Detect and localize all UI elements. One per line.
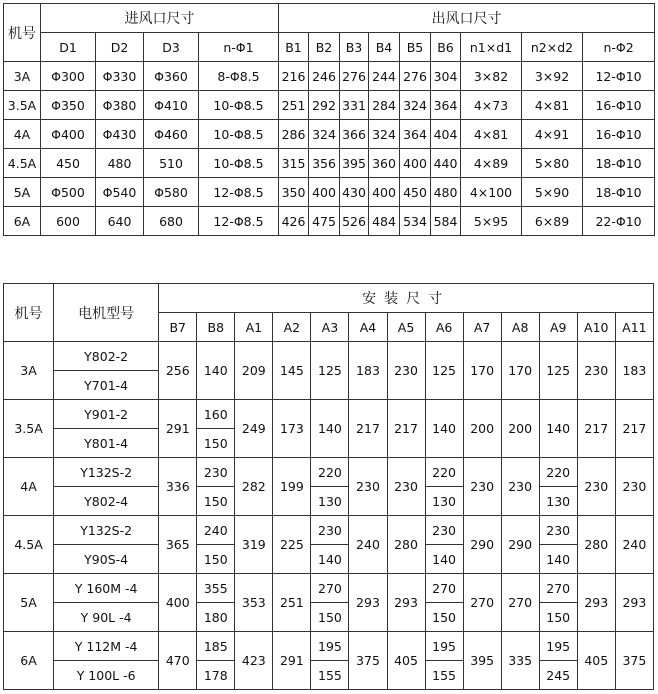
table-cell: 160 (197, 400, 235, 429)
table-cell: 200 (501, 400, 539, 458)
table-row (4, 178, 655, 207)
table-cell: 195 (539, 632, 577, 661)
table-cell: 293 (615, 574, 653, 632)
table-cell: 480 (431, 178, 461, 207)
table-cell: 217 (577, 400, 615, 458)
model-cell: 6A (4, 207, 41, 236)
table-cell: 4×81 (522, 91, 583, 120)
motor-cell: Y132S-2 (54, 516, 159, 545)
table-row (4, 342, 654, 371)
table-cell: 230 (577, 458, 615, 516)
table-cell: 140 (197, 342, 235, 400)
table-cell: 336 (159, 458, 197, 516)
column-header: A8 (501, 313, 539, 342)
table-cell: Φ410 (144, 91, 199, 120)
table-cell: 217 (387, 400, 425, 458)
column-header: A10 (577, 313, 615, 342)
table-cell: 244 (369, 62, 400, 91)
table-cell: Φ460 (144, 120, 199, 149)
table-cell: 284 (369, 91, 400, 120)
table-cell: 405 (387, 632, 425, 690)
table-row (4, 603, 654, 632)
inlet-header: 进风口尺寸 (41, 4, 279, 33)
table-cell: 510 (144, 149, 199, 178)
table-cell: 195 (311, 632, 349, 661)
table-cell: 150 (311, 603, 349, 632)
column-header: B5 (400, 33, 431, 62)
table-cell: 125 (425, 342, 463, 400)
table-cell: 180 (197, 603, 235, 632)
table-cell: 246 (309, 62, 340, 91)
motor-cell: Y90S-4 (54, 545, 159, 574)
table-cell: 140 (425, 400, 463, 458)
table-cell: 140 (311, 400, 349, 458)
column-header: A2 (273, 313, 311, 342)
table-cell: 290 (463, 516, 501, 574)
table-cell: 3×92 (522, 62, 583, 91)
table-row (4, 207, 655, 236)
table-cell: 395 (340, 149, 369, 178)
model-cell: 3.5A (4, 91, 41, 120)
table-cell: 155 (311, 661, 349, 690)
table-cell: Φ380 (96, 91, 144, 120)
motor-cell: Y801-4 (54, 429, 159, 458)
column-header: B3 (340, 33, 369, 62)
inlet-outlet-dimensions-table (3, 3, 655, 236)
table-cell: 360 (369, 149, 400, 178)
table-cell: 680 (144, 207, 199, 236)
table-cell: 145 (273, 342, 311, 400)
motor-cell: Y 112M -4 (54, 632, 159, 661)
table-cell: 16-Φ10 (583, 91, 655, 120)
table-cell: 270 (501, 574, 539, 632)
model-cell: 3A (4, 342, 54, 400)
table-cell: 600 (41, 207, 96, 236)
table-cell: 400 (400, 149, 431, 178)
table-cell: 10-Φ8.5 (199, 91, 279, 120)
table-cell: 240 (615, 516, 653, 574)
table-cell: 240 (197, 516, 235, 545)
motor-cell: Y901-2 (54, 400, 159, 429)
motor-cell: Y 160M -4 (54, 574, 159, 603)
table-cell: Φ580 (144, 178, 199, 207)
table-cell: 280 (577, 516, 615, 574)
table-cell: 324 (400, 91, 431, 120)
table-cell: 200 (463, 400, 501, 458)
table-cell: 256 (159, 342, 197, 400)
table-cell: 130 (311, 487, 349, 516)
motor-cell: Y802-2 (54, 342, 159, 371)
table-cell: 5×90 (522, 178, 583, 207)
table-cell: 240 (349, 516, 387, 574)
table-cell: 230 (615, 458, 653, 516)
table-cell: 183 (615, 342, 653, 400)
column-header: B8 (197, 313, 235, 342)
table-cell: Φ540 (96, 178, 144, 207)
table-cell: 230 (387, 342, 425, 400)
table-cell: 130 (539, 487, 577, 516)
table-cell: 251 (279, 91, 309, 120)
table-cell: 4×100 (461, 178, 522, 207)
table-cell: 173 (273, 400, 311, 458)
table-cell: 150 (197, 429, 235, 458)
column-header: B1 (279, 33, 309, 62)
column-header: A3 (311, 313, 349, 342)
table-cell: 245 (539, 661, 577, 690)
column-header: A1 (235, 313, 273, 342)
table-cell: 178 (197, 661, 235, 690)
model-cell: 4A (4, 458, 54, 516)
column-header: B2 (309, 33, 340, 62)
motor-cell: Y 100L -6 (54, 661, 159, 690)
table-cell: 12-Φ10 (583, 62, 655, 91)
table-cell: 5×95 (461, 207, 522, 236)
table-cell: 230 (577, 342, 615, 400)
table-cell: 140 (539, 400, 577, 458)
table-cell: 640 (96, 207, 144, 236)
table-cell: Φ400 (41, 120, 96, 149)
model-header: 机号 (4, 4, 41, 62)
table-cell: 130 (425, 487, 463, 516)
table-cell: 304 (431, 62, 461, 91)
table-cell: 293 (349, 574, 387, 632)
table-cell: Φ300 (41, 62, 96, 91)
table-cell: 125 (539, 342, 577, 400)
table-cell: 356 (309, 149, 340, 178)
table-cell: 195 (425, 632, 463, 661)
table-row (4, 400, 654, 429)
table-cell: 155 (425, 661, 463, 690)
column-header: B7 (159, 313, 197, 342)
table-cell: 365 (159, 516, 197, 574)
table-cell: 331 (340, 91, 369, 120)
table-cell: 150 (197, 545, 235, 574)
model-cell: 5A (4, 574, 54, 632)
table-cell: 404 (431, 120, 461, 149)
table-row (4, 487, 654, 516)
model-cell: 4A (4, 120, 41, 149)
outlet-header: 出风口尺寸 (279, 4, 655, 33)
table-cell: 5×80 (522, 149, 583, 178)
table-cell: 230 (197, 458, 235, 487)
table-cell: 470 (159, 632, 197, 690)
column-header: n1×d1 (461, 33, 522, 62)
table-cell: 395 (463, 632, 501, 690)
table-row (4, 632, 654, 661)
table-cell: 475 (309, 207, 340, 236)
table-cell: 230 (463, 458, 501, 516)
table-cell: 324 (309, 120, 340, 149)
table-cell: 10-Φ8.5 (199, 149, 279, 178)
motor-cell: Y802-4 (54, 487, 159, 516)
table-cell: 125 (311, 342, 349, 400)
table-cell: Φ330 (96, 62, 144, 91)
table-cell: 10-Φ8.5 (199, 120, 279, 149)
table-cell: 225 (273, 516, 311, 574)
model-cell: 3.5A (4, 400, 54, 458)
table-cell: 8-Φ8.5 (199, 62, 279, 91)
table-cell: 292 (309, 91, 340, 120)
table-cell: 293 (577, 574, 615, 632)
table-cell: 293 (387, 574, 425, 632)
table-cell: 199 (273, 458, 311, 516)
table-cell: 480 (96, 149, 144, 178)
table-cell: 4×89 (461, 149, 522, 178)
motor-cell: Y132S-2 (54, 458, 159, 487)
motor-cell: Y 90L -4 (54, 603, 159, 632)
column-header: B4 (369, 33, 400, 62)
table-cell: 430 (340, 178, 369, 207)
table-cell: 270 (311, 574, 349, 603)
table-cell: 217 (615, 400, 653, 458)
table-row (4, 545, 654, 574)
table-cell: 209 (235, 342, 273, 400)
table-cell: 270 (463, 574, 501, 632)
table-cell: 18-Φ10 (583, 149, 655, 178)
table-cell: 423 (235, 632, 273, 690)
table-row (4, 661, 654, 690)
table-cell: 280 (387, 516, 425, 574)
table-cell: 150 (425, 603, 463, 632)
table-cell: 324 (369, 120, 400, 149)
table-cell: 216 (279, 62, 309, 91)
table-cell: 230 (539, 516, 577, 545)
table-cell: 291 (273, 632, 311, 690)
table-cell: 400 (369, 178, 400, 207)
table-cell: Φ350 (41, 91, 96, 120)
column-header: A11 (615, 313, 653, 342)
table-cell: 3×82 (461, 62, 522, 91)
table-cell: 291 (159, 400, 197, 458)
table-cell: 526 (340, 207, 369, 236)
column-header: n-Φ1 (199, 33, 279, 62)
table-row (4, 574, 654, 603)
column-header: B6 (431, 33, 461, 62)
table-cell: 217 (349, 400, 387, 458)
table-cell: 350 (279, 178, 309, 207)
table-cell: 230 (387, 458, 425, 516)
column-header: D1 (41, 33, 96, 62)
table-cell: 183 (349, 342, 387, 400)
table-cell: 584 (431, 207, 461, 236)
table-cell: Φ360 (144, 62, 199, 91)
column-header: D3 (144, 33, 199, 62)
table-cell: 484 (369, 207, 400, 236)
table-row (4, 62, 655, 91)
table-cell: 140 (311, 545, 349, 574)
column-header: A5 (387, 313, 425, 342)
table-cell: 290 (501, 516, 539, 574)
table-cell: 220 (425, 458, 463, 487)
table-cell: 375 (615, 632, 653, 690)
install-header: 安装尺寸 (159, 284, 654, 313)
table-cell: 185 (197, 632, 235, 661)
table-cell: 335 (501, 632, 539, 690)
installation-dimensions-table (3, 283, 654, 690)
table-cell: 355 (197, 574, 235, 603)
column-header: n-Φ2 (583, 33, 655, 62)
table-cell: 251 (273, 574, 311, 632)
column-header: A4 (349, 313, 387, 342)
table-cell: 534 (400, 207, 431, 236)
table-cell: 220 (311, 458, 349, 487)
table-row (4, 149, 655, 178)
table-cell: 170 (463, 342, 501, 400)
table-cell: 366 (340, 120, 369, 149)
column-header: A9 (539, 313, 577, 342)
table-cell: 364 (431, 91, 461, 120)
model-header-2: 机号 (4, 284, 54, 342)
table-cell: 22-Φ10 (583, 207, 655, 236)
table-cell: 270 (539, 574, 577, 603)
table-cell: 230 (311, 516, 349, 545)
table-cell: 230 (425, 516, 463, 545)
table-cell: 353 (235, 574, 273, 632)
table-cell: 170 (501, 342, 539, 400)
table-cell: 270 (425, 574, 463, 603)
table-cell: Φ500 (41, 178, 96, 207)
table-cell: 286 (279, 120, 309, 149)
table-cell: 6×89 (522, 207, 583, 236)
table-cell: 440 (431, 149, 461, 178)
table-cell: 400 (309, 178, 340, 207)
table-cell: Φ430 (96, 120, 144, 149)
table-cell: 375 (349, 632, 387, 690)
table-cell: 405 (577, 632, 615, 690)
column-header: A6 (425, 313, 463, 342)
model-cell: 4.5A (4, 149, 41, 178)
column-header: D2 (96, 33, 144, 62)
table-cell: 450 (400, 178, 431, 207)
table-cell: 4×81 (461, 120, 522, 149)
table-cell: 450 (41, 149, 96, 178)
column-header: A7 (463, 313, 501, 342)
table-cell: 12-Φ8.5 (199, 207, 279, 236)
table-cell: 230 (501, 458, 539, 516)
table-cell: 364 (400, 120, 431, 149)
table-cell: 140 (539, 545, 577, 574)
model-cell: 5A (4, 178, 41, 207)
table-row (4, 91, 655, 120)
model-cell: 6A (4, 632, 54, 690)
table-cell: 276 (400, 62, 431, 91)
table-cell: 16-Φ10 (583, 120, 655, 149)
table-cell: 276 (340, 62, 369, 91)
table-cell: 4×91 (522, 120, 583, 149)
model-cell: 4.5A (4, 516, 54, 574)
table-cell: 12-Φ8.5 (199, 178, 279, 207)
motor-header: 电机型号 (54, 284, 159, 342)
table-cell: 220 (539, 458, 577, 487)
column-header: n2×d2 (522, 33, 583, 62)
table-cell: 230 (349, 458, 387, 516)
table-cell: 140 (425, 545, 463, 574)
table-cell: 315 (279, 149, 309, 178)
table-cell: 150 (539, 603, 577, 632)
table-cell: 319 (235, 516, 273, 574)
table-cell: 282 (235, 458, 273, 516)
model-cell: 3A (4, 62, 41, 91)
table-cell: 4×73 (461, 91, 522, 120)
table-row (4, 120, 655, 149)
table-cell: 150 (197, 487, 235, 516)
motor-cell: Y701-4 (54, 371, 159, 400)
table-row (4, 458, 654, 487)
table-cell: 18-Φ10 (583, 178, 655, 207)
table-row (4, 516, 654, 545)
table-cell: 400 (159, 574, 197, 632)
table-cell: 426 (279, 207, 309, 236)
table-cell: 249 (235, 400, 273, 458)
